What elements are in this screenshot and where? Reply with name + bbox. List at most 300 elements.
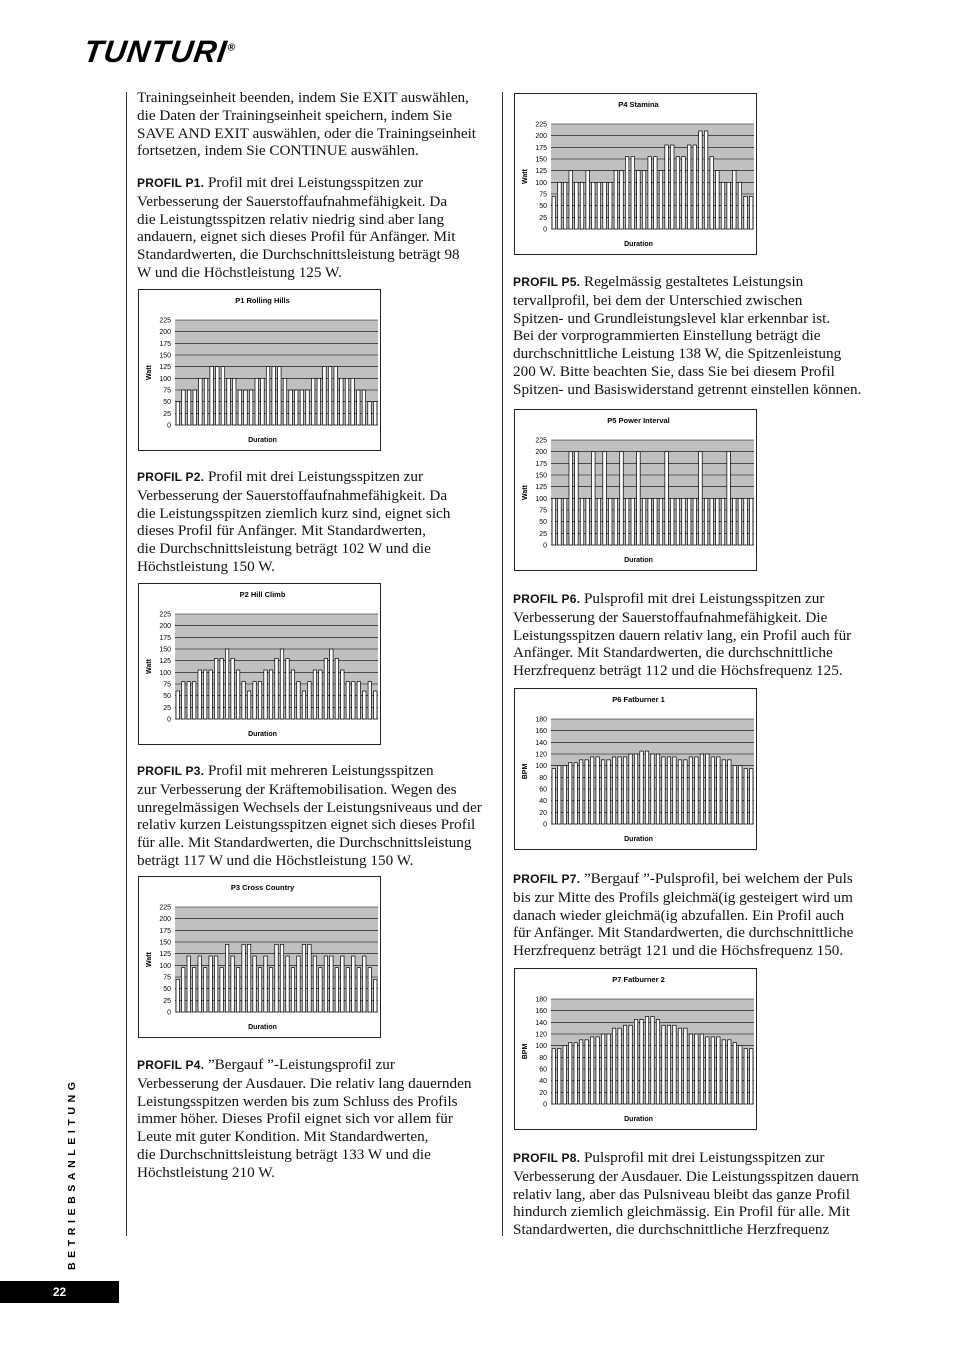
bar (667, 757, 670, 824)
profile-p5-paragraph: PROFIL P5. Regelmässig gestaltetes Leistungsin tervallprofil, bei dem der Unterschied zwischen Spitzen- und Grundleistungslevel klar erkennbar ist. Bei der vorprogrammierten Einstellung beträgt die durchschnittliche Leistung 138 W, die Spitzenleistung 200 W. Bitte beachten Sie, dass Sie bei diesem Profil Spitzen- und Basiswiderstand getrennt einstellen können. (513, 273, 862, 398)
chart-svg (515, 969, 756, 1129)
y-tick-label: 0 (543, 542, 547, 550)
bar (744, 498, 747, 545)
bar (710, 498, 713, 545)
bar (193, 390, 196, 425)
bar (629, 1025, 632, 1104)
bar (687, 145, 690, 229)
bar (368, 402, 371, 425)
y-tick-label: 50 (539, 519, 547, 527)
bar (341, 956, 344, 1012)
bar (193, 968, 196, 1012)
chart-svg (139, 584, 380, 744)
y-tick-label: 125 (159, 658, 171, 666)
chart-p2-hill-climb (138, 583, 381, 745)
bar (204, 378, 207, 425)
bar (651, 1017, 654, 1105)
profile-p7-paragraph: PROFIL P7. ”Bergauf ”-Pulsprofil, bei welchem der Puls bis zur Mitte des Profils gleichmä(ig gesteigert wird um danach wieder gleichmä(ig abzufallen. Ein Profil auch für Anfänger. Mit Standardwerten, die durchschnittliche Herzfrequenz beträgt 121 und die Höchsfrequenz 150. (513, 870, 854, 960)
bar (749, 498, 752, 545)
bar (597, 182, 600, 229)
bar (682, 157, 685, 229)
chart-title: P6 Fatburner 1 (612, 695, 665, 704)
y-axis-label: Watt (522, 485, 529, 500)
bar (552, 1049, 555, 1104)
y-tick-label: 225 (535, 121, 547, 129)
chart-title: P7 Fatburner 2 (612, 975, 665, 984)
bar (334, 367, 337, 425)
bar (642, 171, 645, 229)
profile-p2-paragraph: PROFIL P2. Profil mit drei Leistungsspitzen zur Verbesserung der Sauerstoffaufnahmefähigkeit. Da die Leistungsspitzen ziemlich kurz sind, eignet sich dieses Profil für Anfänger. Mit Standardwerten, die Durchschnittsleistung beträgt 102 W und die Höchstleistung 150 W. (137, 468, 451, 575)
bar (558, 766, 561, 824)
bar (368, 682, 371, 719)
bar (695, 1034, 698, 1104)
bar (176, 691, 179, 719)
intro-paragraph: Trainingseinheit beenden, indem Sie EXIT auswählen, die Daten der Trainingseinheit speichern, indem Sie SAVE AND EXIT auswählen, oder die Trainingseinheit fortsetzen, indem Sie CONTINUE auswählen. (137, 89, 477, 160)
bar (253, 956, 256, 1012)
bar (176, 979, 179, 1012)
bar (631, 157, 634, 229)
bar (214, 658, 217, 719)
x-axis-label: Duration (248, 437, 277, 444)
profile-p1-heading: PROFIL P1. (137, 176, 205, 190)
bar (289, 390, 292, 425)
bar (297, 956, 300, 1012)
side-section-label: BETRIEBSANLEITUNG (66, 1077, 78, 1270)
y-tick-label: 175 (535, 460, 547, 468)
bar (700, 1034, 703, 1104)
bar (733, 498, 736, 545)
bar (722, 760, 725, 824)
bar (574, 1043, 577, 1104)
bar (363, 691, 366, 719)
bar (722, 1040, 725, 1104)
bar (597, 498, 600, 545)
y-tick-label: 200 (159, 329, 171, 337)
y-tick-label: 100 (159, 669, 171, 677)
bar (558, 182, 561, 229)
bar (580, 498, 583, 545)
bar (704, 131, 707, 229)
bar (585, 1040, 588, 1104)
bar (269, 968, 272, 1012)
y-tick-label: 180 (535, 996, 547, 1004)
bar (244, 390, 247, 425)
y-tick-label: 125 (535, 484, 547, 492)
bar (182, 682, 185, 719)
y-tick-label: 20 (539, 809, 547, 817)
bar (689, 757, 692, 824)
y-tick-label: 225 (159, 611, 171, 619)
y-tick-label: 0 (167, 422, 171, 430)
y-tick-label: 100 (535, 763, 547, 771)
bar (275, 658, 278, 719)
y-axis-label: BPM (522, 763, 529, 780)
bar (247, 944, 250, 1012)
bar (569, 763, 572, 824)
y-tick-label: 100 (159, 375, 171, 383)
y-tick-label: 100 (535, 179, 547, 187)
bar (368, 968, 371, 1012)
y-tick-label: 25 (539, 214, 547, 222)
bar (629, 754, 632, 824)
bar (302, 944, 305, 1012)
bar (187, 956, 190, 1012)
bar (231, 658, 234, 719)
y-tick-label: 225 (535, 437, 547, 445)
bar (346, 968, 349, 1012)
x-axis-label: Duration (248, 1024, 277, 1031)
y-tick-label: 150 (159, 352, 171, 360)
bar (328, 367, 331, 425)
bar (225, 649, 228, 719)
bar (665, 452, 668, 545)
registered-mark: ® (226, 42, 237, 54)
bar (302, 691, 305, 719)
bar (625, 157, 628, 229)
bar (659, 171, 662, 229)
chart-svg (515, 689, 756, 849)
bar (596, 757, 599, 824)
bar (687, 498, 690, 545)
y-tick-label: 160 (535, 1008, 547, 1016)
bar (586, 171, 589, 229)
y-tick-label: 175 (159, 340, 171, 348)
bar (199, 378, 202, 425)
y-tick-label: 150 (159, 939, 171, 947)
bar (634, 754, 637, 824)
x-axis-label: Duration (624, 836, 653, 843)
bar (313, 670, 316, 719)
bar (280, 944, 283, 1012)
bar (738, 182, 741, 229)
bar (357, 968, 360, 1012)
y-tick-label: 100 (535, 1043, 547, 1051)
bar (693, 145, 696, 229)
bar (374, 691, 377, 719)
bar (552, 498, 555, 545)
tunturi-logo (81, 34, 237, 70)
bar (682, 498, 685, 545)
bar (352, 682, 355, 719)
bar (631, 498, 634, 545)
bar (670, 498, 673, 545)
chart-p5-power-interval (514, 409, 757, 571)
bar (711, 757, 714, 824)
y-tick-label: 100 (159, 962, 171, 970)
bar (187, 682, 190, 719)
bar (711, 1037, 714, 1104)
profile-p4-heading: PROFIL P4. (137, 1058, 205, 1072)
y-tick-label: 125 (159, 951, 171, 959)
bar (603, 452, 606, 545)
bar (733, 766, 736, 824)
chart-svg (139, 877, 380, 1037)
chart-title: P4 Stamina (618, 100, 659, 109)
y-tick-label: 75 (163, 681, 171, 689)
bar (569, 171, 572, 229)
bar (552, 769, 555, 824)
y-tick-label: 125 (159, 364, 171, 372)
bar (291, 670, 294, 719)
bar (216, 367, 219, 425)
bar (236, 670, 239, 719)
bar (676, 157, 679, 229)
bar (319, 968, 322, 1012)
y-tick-label: 175 (535, 144, 547, 152)
bar (221, 367, 224, 425)
bar (607, 1034, 610, 1104)
bar (739, 1046, 742, 1104)
y-axis-label: BPM (522, 1043, 529, 1060)
bar (695, 757, 698, 824)
bar (255, 378, 258, 425)
y-tick-label: 200 (159, 623, 171, 631)
chart-svg (139, 290, 380, 450)
bar (373, 402, 376, 425)
y-tick-label: 225 (159, 904, 171, 912)
bar (264, 956, 267, 1012)
y-axis-label: Watt (146, 952, 153, 967)
bar (563, 182, 566, 229)
bar (651, 754, 654, 824)
bar (749, 196, 752, 229)
bar (242, 944, 245, 1012)
page-number: 22 (0, 1281, 119, 1303)
x-axis-label: Duration (624, 557, 653, 564)
bar (738, 498, 741, 545)
bar (563, 766, 566, 824)
bar (324, 956, 327, 1012)
x-axis-label: Duration (624, 1116, 653, 1123)
bar (607, 760, 610, 824)
bar (612, 757, 615, 824)
profile-p3-heading: PROFIL P3. (137, 764, 205, 778)
bar (637, 452, 640, 545)
y-tick-label: 20 (539, 1089, 547, 1097)
y-tick-label: 40 (539, 1078, 547, 1086)
bar (294, 390, 297, 425)
bar (662, 1025, 665, 1104)
y-tick-label: 80 (539, 774, 547, 782)
bar (744, 769, 747, 824)
chart-p3-cross-country (138, 876, 381, 1038)
bar (300, 390, 303, 425)
bar (291, 968, 294, 1012)
profile-p1-paragraph: PROFIL P1. Profil mit drei Leistungsspitzen zur Verbesserung der Sauerstoffaufnahmefähigkeit. Da die Leistungtsspitzen relativ niedrig sind aber lang andauern, eignet sich dieses Profil für Anfänger. Mit Standardwerten, die Durchschnittsleistung beträgt 98 W und die Höchstleistung 125 W. (137, 174, 460, 281)
bar (558, 498, 561, 545)
profile-p8-heading: PROFIL P8. (513, 1151, 581, 1165)
bar (210, 367, 213, 425)
y-tick-label: 75 (539, 507, 547, 515)
y-tick-label: 25 (163, 997, 171, 1005)
bar (341, 670, 344, 719)
bar (645, 1017, 648, 1105)
bar (618, 757, 621, 824)
bar (670, 145, 673, 229)
y-tick-label: 120 (535, 751, 547, 759)
bar (357, 390, 360, 425)
bar (269, 670, 272, 719)
bar (673, 757, 676, 824)
bar (693, 498, 696, 545)
bar (297, 682, 300, 719)
y-tick-label: 225 (159, 317, 171, 325)
bar (563, 1046, 566, 1104)
y-tick-label: 150 (535, 156, 547, 164)
bar (187, 390, 190, 425)
bar (249, 390, 252, 425)
bar (357, 682, 360, 719)
profile-p3-paragraph: PROFIL P3. Profil mit mehreren Leistungsspitzen zur Verbesserung der Kräftemobilisation. Wegen des unregelmässigen Wechsels der Leistungsniveaus und der relativ kurzen Leistungsspitzen eignet sich dieses Profil für alle. Mit Standardwerten, die Durchschnittsleistung beträgt 117 W und die Höchstleistung 150 W. (137, 762, 482, 869)
bar (603, 182, 606, 229)
y-tick-label: 0 (543, 226, 547, 234)
bar (261, 378, 264, 425)
y-tick-label: 120 (535, 1031, 547, 1039)
bar (575, 182, 578, 229)
bar (623, 1025, 626, 1104)
bar (311, 378, 314, 425)
bar (323, 367, 326, 425)
bar (280, 649, 283, 719)
bar (592, 182, 595, 229)
bar (330, 649, 333, 719)
bar (346, 682, 349, 719)
bar (275, 944, 278, 1012)
bar (278, 367, 281, 425)
y-tick-label: 200 (159, 916, 171, 924)
bar (247, 691, 250, 719)
bar (283, 378, 286, 425)
bar (579, 760, 582, 824)
bar (699, 452, 702, 545)
bar (220, 968, 223, 1012)
bar (203, 670, 206, 719)
y-tick-label: 0 (543, 821, 547, 829)
bar (214, 956, 217, 1012)
bar (612, 1028, 615, 1104)
y-tick-label: 150 (535, 472, 547, 480)
right-column-rule (502, 92, 503, 1236)
y-tick-label: 175 (159, 634, 171, 642)
bar (654, 498, 657, 545)
bar (592, 452, 595, 545)
bar (678, 1028, 681, 1104)
bar (620, 452, 623, 545)
bar (313, 956, 316, 1012)
bar (744, 1049, 747, 1104)
bar (345, 378, 348, 425)
bar (286, 658, 289, 719)
bar (193, 682, 196, 719)
bar (716, 171, 719, 229)
y-tick-label: 50 (163, 986, 171, 994)
bar (272, 367, 275, 425)
bar (330, 956, 333, 1012)
x-axis-label: Duration (248, 731, 277, 738)
bar (706, 754, 709, 824)
bar (335, 968, 338, 1012)
y-axis-label: Watt (146, 365, 153, 380)
bar (689, 1034, 692, 1104)
bar (710, 157, 713, 229)
bar (648, 157, 651, 229)
bar (552, 196, 555, 229)
bar (727, 452, 730, 545)
bar (231, 956, 234, 1012)
bar (728, 760, 731, 824)
bar (253, 682, 256, 719)
y-tick-label: 125 (535, 168, 547, 176)
bar (225, 944, 228, 1012)
bar (637, 171, 640, 229)
y-tick-label: 60 (539, 1066, 547, 1074)
bar (614, 498, 617, 545)
y-tick-label: 160 (535, 728, 547, 736)
x-axis-label: Duration (624, 241, 653, 248)
bar (601, 1034, 604, 1104)
y-axis-label: Watt (146, 659, 153, 674)
bar (739, 766, 742, 824)
bar (319, 670, 322, 719)
bar (716, 498, 719, 545)
y-tick-label: 0 (543, 1101, 547, 1109)
profile-p5-heading: PROFIL P5. (513, 275, 581, 289)
bar (563, 498, 566, 545)
bar (645, 751, 648, 824)
bar (654, 157, 657, 229)
bar (601, 760, 604, 824)
bar (684, 760, 687, 824)
bar (659, 498, 662, 545)
bar (620, 171, 623, 229)
bar (733, 1043, 736, 1104)
bar (198, 956, 201, 1012)
bar (676, 498, 679, 545)
y-tick-label: 25 (539, 530, 547, 538)
bar (586, 498, 589, 545)
y-tick-label: 0 (167, 716, 171, 724)
bar (618, 1028, 621, 1104)
y-tick-label: 0 (167, 1009, 171, 1017)
y-tick-label: 140 (535, 739, 547, 747)
chart-title: P5 Power Interval (607, 416, 670, 425)
bar (640, 1019, 643, 1104)
bar (286, 956, 289, 1012)
y-tick-label: 175 (159, 927, 171, 935)
bar (209, 670, 212, 719)
bar (608, 498, 611, 545)
bar (614, 171, 617, 229)
bar (236, 968, 239, 1012)
bar (308, 682, 311, 719)
bar (580, 182, 583, 229)
y-tick-label: 180 (535, 716, 547, 724)
chart-p6-fatburner-1 (514, 688, 757, 850)
bar (340, 378, 343, 425)
bar (209, 956, 212, 1012)
bar (264, 670, 267, 719)
bar (352, 956, 355, 1012)
bar (727, 182, 730, 229)
profile-p6-heading: PROFIL P6. (513, 592, 581, 606)
bar (717, 757, 720, 824)
bar (220, 658, 223, 719)
bar (258, 682, 261, 719)
bar (700, 754, 703, 824)
bar (324, 658, 327, 719)
chart-title: P2 Hill Climb (239, 590, 286, 599)
bar (667, 1025, 670, 1104)
